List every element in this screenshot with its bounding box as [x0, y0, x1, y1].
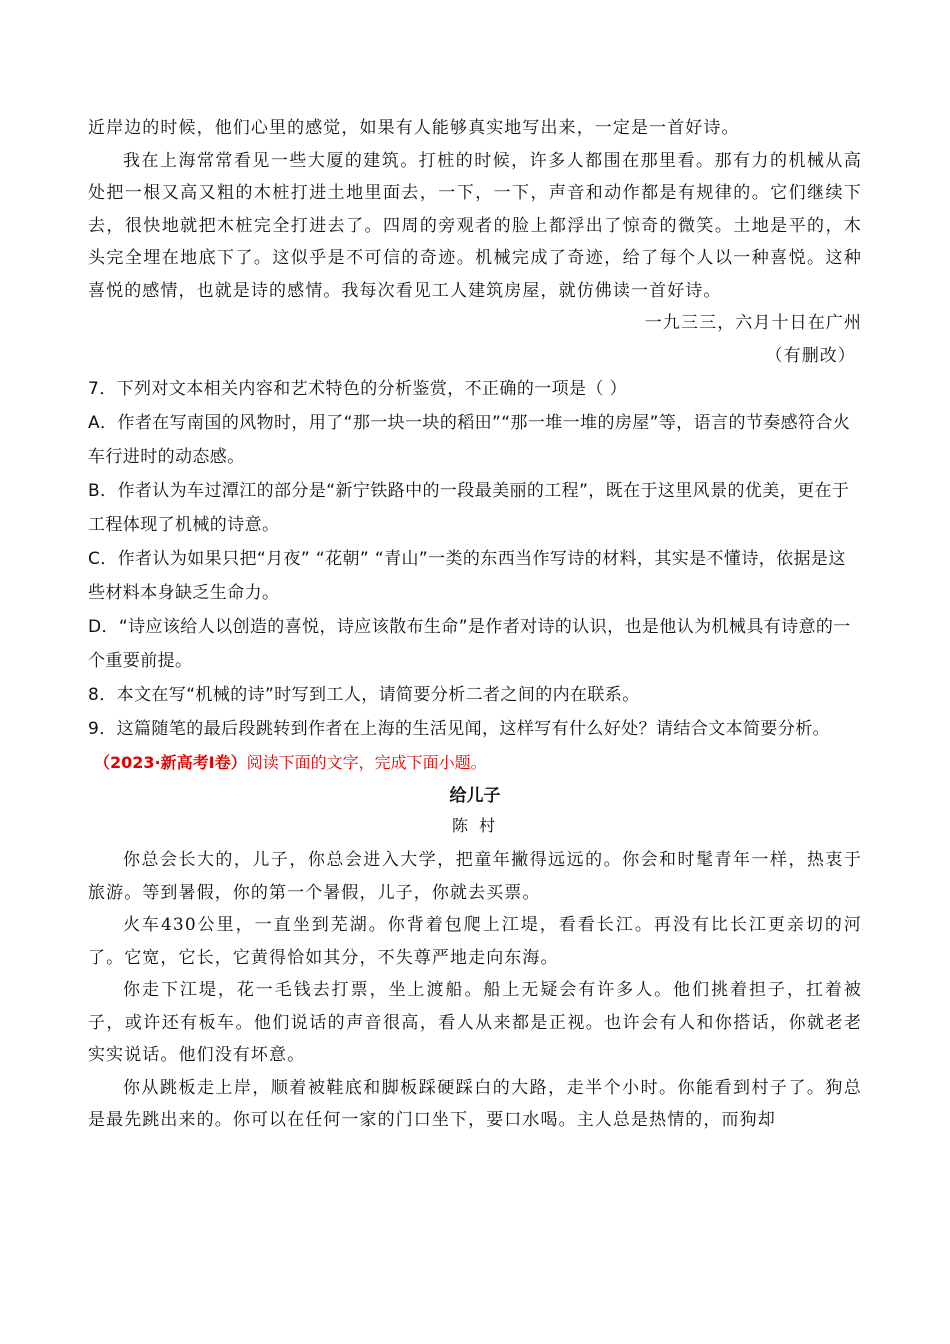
passage1-note: （有删改） — [765, 345, 856, 366]
section2-paragraph: 火车430公里，一直坐到芜湖。你背着包爬上江堤，看看长江。再没有比长江更亲切的河了。它宽，它长，它黄得恰如其分，不失尊严地走向东海。 — [88, 915, 862, 968]
section2-title: 给儿子 — [449, 786, 501, 806]
page-content — [88, 112, 862, 1137]
section2-paragraph: 你总会长大的，儿子，你总会进入大学，把童年撇得远远的。你会和时髦青年一样，热衷于旅游。等到暑假，你的第一个暑假，儿子，你就去买票。 — [88, 850, 862, 903]
question-7-option-c: C．作者认为如果只把“月夜” “花朝” “青山”一类的东西当作写诗的材料，其实是不懂诗，依据是这些材料本身缺乏生命力。 — [88, 549, 846, 603]
question-7-option-a: A．作者在写南国的风物时，用了“那一块一块的稻田”“那一堆一堆的房屋”等，语言的节奏感符合火车行进时的动态感。 — [88, 413, 851, 467]
question-7-option-d: D．“诗应该给人以创造的喜悦，诗应该散布生命”是作者对诗的认识，也是他认为机械具有诗意的一个重要前提。 — [88, 617, 851, 671]
section2-author: 陈 村 — [451, 816, 499, 835]
section2-source-line — [94, 746, 862, 780]
passage1-paragraph-shanghai: 我在上海常常看见一些大厦的建筑。打桩的时候，许多人都围在那里看。那有力的机械从高处把一根又高又粗的木桩打进土地里面去，一下，一下，声音和动作都是有规律的。它们继续下去，很快地就把木桩完全打进去了。四周的旁观者的脸上都浮出了惊奇的微笑。土地是平的，木头完全埋在地底下了。这似乎是不可信的奇迹。机械完成了奇迹，给了每个人以一种喜悦。这种喜悦的感情，也就是诗的感情。我每次看见工人建筑房屋，就仿佛读一首好诗。 — [88, 150, 862, 301]
passage1-date: 一九三三，六月十日在广州 — [644, 313, 862, 333]
question-7-option-b: B．作者认为车过潭江的部分是“新宁铁路中的一段最美丽的工程”，既在于这里风景的优美，更在于工程体现了机械的诗意。 — [88, 481, 850, 535]
question-9: 9．这篇随笔的最后段跳转到作者在上海的生活见闻，这样写有什么好处？请结合文本简要分析。 — [88, 719, 831, 739]
question-8: 8．本文在写“机械的诗”时写到工人，请简要分析二者之间的内在联系。 — [88, 685, 640, 705]
question-7: 7．下列对文本相关内容和艺术特色的分析鉴赏，不正确的一项是（ ） — [88, 379, 628, 399]
section2-instruction: 阅读下面的文字，完成下面小题。 — [246, 753, 487, 772]
section2-paragraph: 你从跳板走上岸，顺着被鞋底和脚板踩硬踩白的大路，走半个小时。你能看到村子了。狗总是最先跳出来的。你可以在任何一家的门口坐下，要口水喝。主人总是热情的，而狗却 — [88, 1077, 862, 1130]
section2-paragraph: 你走下江堤，花一毛钱去打票，坐上渡船。船上无疑会有许多人。他们挑着担子，扛着被子，或许还有板车。他们说话的声音很高，看人从来都是正视。也许会有人和你搭话，你就老老实实说话。他们没有坏意。 — [88, 980, 862, 1065]
section2-source-label: （2023·新高考Ⅰ卷） — [94, 753, 247, 772]
passage1-paragraph-tail: 近岸边的时候，他们心里的感觉，如果有人能够真实地写出来，一定是一首好诗。 — [88, 118, 740, 138]
